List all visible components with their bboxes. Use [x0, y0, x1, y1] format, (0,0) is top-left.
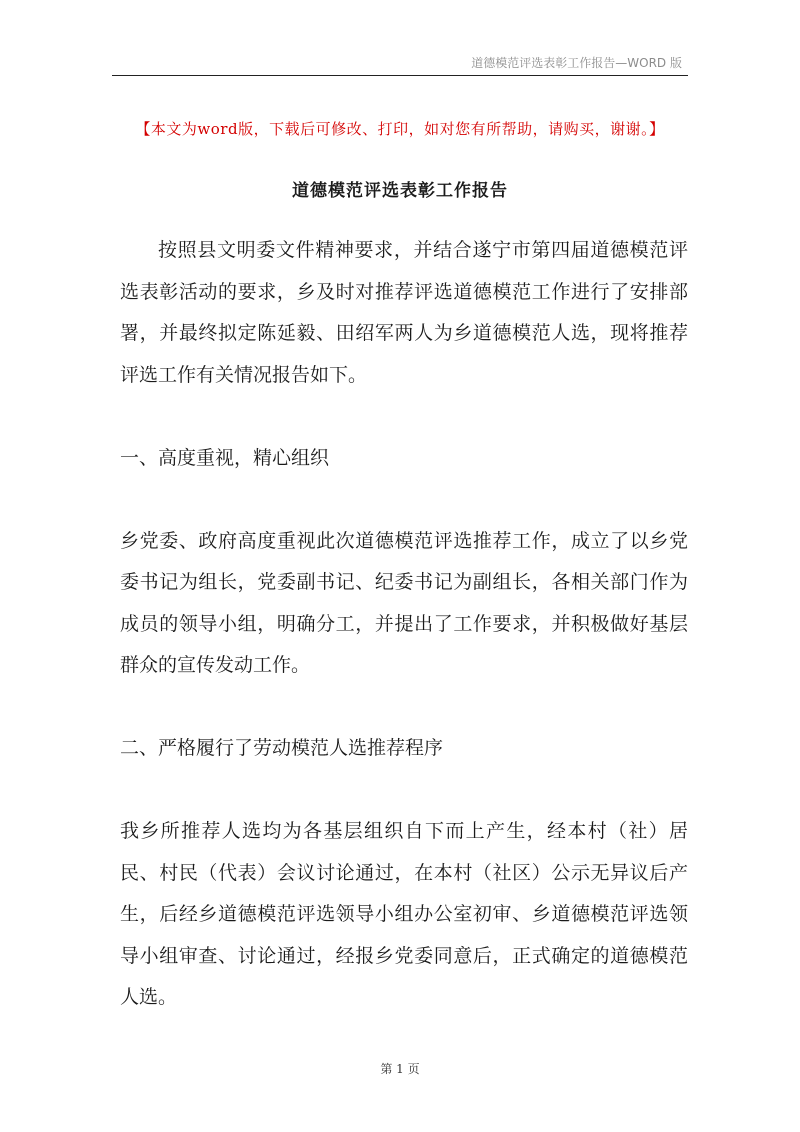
- intro-paragraph: 按照县文明委文件精神要求，并结合遂宁市第四届道德模范评选表彰活动的要求，乡及时对推荐评选道德模范工作进行了安排部署，并最终拟定陈延毅、田绍军两人为乡道德模范人选，现将推荐评选工作有关情况报告如下。: [120, 239, 688, 386]
- page-number: 第 1 页: [380, 1062, 420, 1076]
- document-body: [120, 230, 688, 1019]
- download-notice: 【本文为word版，下载后可修改、打印，如对您有所帮助，请购买，谢谢。】: [135, 120, 665, 138]
- section-body-2: 我乡所推荐人选均为各基层组织自下而上产生，经本村（社）居民、村民（代表）会议讨论通过，在本村（社区）公示无异议后产生，后经乡道德模范评选领导小组办公室初审、乡道德模范评选领导小组审查、讨论通过，经报乡党委同意后，正式确定的道德模范人选。: [120, 820, 688, 1008]
- header-divider: [112, 75, 688, 76]
- running-header: 道德模范评选表彰工作报告—WORD 版: [471, 56, 682, 70]
- document-title: 道德模范评选表彰工作报告: [292, 181, 508, 201]
- section-heading-1: 一、高度重视，精心组织: [120, 446, 330, 469]
- section-body-1: 乡党委、政府高度重视此次道德模范评选推荐工作，成立了以乡党委书记为组长，党委副书记、纪委书记为副组长，各相关部门作为成员的领导小组，明确分工，并提出了工作要求，并积极做好基层群众的宣传发动工作。: [120, 529, 688, 676]
- section-heading-2: 二、严格履行了劳动模范人选推荐程序: [120, 737, 444, 759]
